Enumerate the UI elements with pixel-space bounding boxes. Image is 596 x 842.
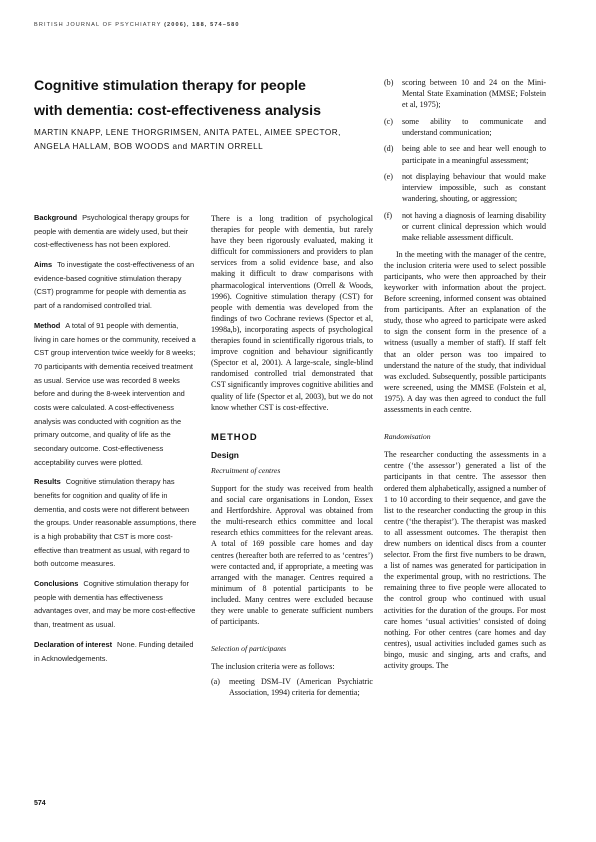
abstract-keyword: Results [34, 477, 61, 487]
criteria-list-item [384, 116, 546, 138]
abstract-text: Cognitive stimulation therapy for people with dementia has effectiveness advantages over, and may be more cost-effective than, treatment as usual. [34, 579, 196, 630]
criteria-list-item [384, 143, 546, 165]
section-heading-method: METHOD [211, 430, 258, 442]
journal-name: BRITISH JOURNAL OF PSYCHIATRY [34, 22, 162, 28]
running-head [34, 22, 240, 28]
title-line: with dementia: cost-effectiveness analysis [34, 103, 322, 119]
criteria-list-item [384, 210, 546, 243]
abstract-keyword: Method [34, 320, 61, 330]
abstract-text: To investigate the cost-effectiveness of an evidence-based cognitive stimulation therapy (CST) programme for people with dementia as part of a randomised controlled trial. [34, 260, 195, 311]
abstract-text: Psychological therapy groups for people with dementia are widely used, but their cost-effectiveness has not been explored. [34, 213, 190, 250]
intro-paragraph: There is a long tradition of psychological therapies for people with dementia, but rarely have they been rigorously evaluated, making it difficult for commissioners and providers to plan services from a solid evidence base, and also making it difficult to draw comparisons with pharmacological interventions (Orrell & Woods, 1996). Cognitive stimulation therapy (CST) for people with dementia was developed from the findings of two Cochrane reviews (Spector et al, 1998a,b), incorporating aspects of psychological therapies found in scientifically rigorous trials, to improve cognition and behaviour significantly (Spector et al, 2001). A large-scale, single-blind randomised controlled trial demonstrated that CST significantly improves cognitive abilities and quality of life (Spector et al, 2003), but we do not know whether CST is cost-effective. [211, 214, 373, 412]
body-column-right [384, 77, 546, 671]
abstract-keyword: Conclusions [34, 579, 79, 589]
list-item-label: (e) [384, 172, 393, 182]
abstract-results [34, 475, 197, 571]
list-item-text: some ability to communicate and understand communication; [402, 116, 546, 137]
abstract-conclusions [34, 577, 197, 632]
list-item-text: being able to see and hear well enough to participate in a meaningful assessment; [402, 144, 546, 165]
title-line: Cognitive stimulation therapy for people [34, 78, 306, 94]
list-item-text: not displaying behaviour that would make interview impossible, such as constant wandering, shouting, or aggression; [402, 172, 546, 204]
author-line: ANGELA HALLAM, BOB WOODS and MARTIN ORRELL [34, 141, 264, 151]
list-item-text: not having a diagnosis of learning disability or current clinical depression which would make reliable assessment difficult. [402, 210, 546, 243]
abstract-keyword: Declaration of interest [34, 639, 113, 649]
abstract-keyword: Background [34, 213, 78, 222]
article-title [34, 74, 364, 124]
abstract-text: A total of 91 people with dementia, living in care homes or the community, received a CST group intervention twice weekly for 8 weeks; 70 participants with dementia received treatment as usual. Service use was recorded 8 weeks before and during the 8-week intervention and costs were calculated. A cost-effectiveness analysis was conducted with cognition as the primary outcome, and quality of life as the secondary outcome. Cost-effectiveness acceptability curves were plotted. [34, 320, 196, 467]
abstract-text: None. Funding detailed in Acknowledgements. [34, 639, 194, 663]
criteria-list-item [384, 77, 546, 110]
author-line: MARTIN KNAPP, LENE THORGRIMSEN, ANITA PATEL, AIMEE SPECTOR, [34, 128, 341, 137]
body-column-middle [211, 213, 373, 704]
list-item-text: meeting DSM–IV (American Psychiatric Association, 1994) criteria for dementia; [229, 677, 373, 698]
abstract-keyword: Aims [34, 260, 53, 270]
recruitment-paragraph: Support for the study was received from health and social care organisations in London, Essex and Hertfordshire. Approval was obtained from the multi-research ethics committee and local research ethics committees for the relevant areas. A total of 169 possible care homes and day centres (hereafter both are referred to as ‘centres’) were contacted and, if appropriate, a meeting was arranged with the manager. Centres required a minimum of 8 potential participants to be included. Many centres were excluded because they were unable to generate sufficient numbers of participants. [211, 483, 373, 627]
author-list [34, 126, 374, 153]
selection-intro: The inclusion criteria were as follows: [211, 662, 335, 672]
list-item-label: (c) [384, 116, 393, 126]
abstract-aims [34, 258, 197, 313]
list-item-text: scoring between 10 and 24 on the Mini-Mental State Examination (MMSE; Folstein et al, 1975); [402, 78, 546, 110]
list-item-label: (f) [384, 210, 393, 220]
subheading-design: Design [211, 449, 239, 460]
list-item-label: (b) [384, 78, 394, 87]
criteria-list-item [384, 171, 546, 204]
subsubheading-selection: Selection of participants [211, 644, 287, 654]
randomisation-paragraph: The researcher conducting the assessments in a centre (‘the assessor’) generated a list of the participants in that centre. The assessor then ordered them alphabetically, assigned a number of 1 to 10 according to their sequence, and gave the list to the researcher conducting the group in this centre (‘the therapist’). The therapist was masked to all assessment outcomes. The therapist then drew numbers on identical discs from a counter selector. From the first five numbers to be drawn, a list of names was generated for participation in the experimental group, with no restrictions. The remaining three to five people were allocated to the control group who continued with usual activities for the duration of the groups. For most care homes ‘usual activities’ consisted of doing nothing. For other centres (care homes and day centres), usual activities included games such as bingo, music and singing, arts and crafts, and activity groups. The [384, 450, 546, 670]
list-item-label: (a) [211, 677, 220, 687]
list-item-label: (d) [384, 144, 394, 154]
subsubheading-randomisation: Randomisation [384, 432, 431, 442]
abstract-declaration [34, 638, 197, 665]
screening-paragraph: In the meeting with the manager of the centre, the inclusion criteria were used to select possible participants, who were then approached by their keyworker with information about the project. Before screening, informed consent was obtained from participants. After an explanation of the study, those who agreed to participate were asked to sign the consent form in the presence of a witness (usually a member of staff). If staff felt that an older person was too impaired to understand the nature of the study, that individual was excluded. Subsequently, possible participants were screened, using the MMSE (Folstein et al, 1975). A day was then agreed to conduct the full assessments in each centre. [384, 249, 546, 415]
subsubheading-recruitment: Recruitment of centres [211, 465, 281, 475]
journal-citation: (2006), 188, 574–580 [164, 22, 240, 28]
abstract-background [34, 211, 197, 252]
abstract-text: Cognitive stimulation therapy has benefits for cognition and quality of life in dementia, and costs were not different between the groups. Under reasonable assumptions, there is a high probability that CST is more cost-effective than treatment as usual, with regard to both outcome measures. [34, 477, 197, 569]
abstract [34, 211, 197, 671]
abstract-method [34, 319, 197, 469]
criteria-list-item [211, 676, 373, 698]
page-number: 574 [34, 800, 46, 807]
